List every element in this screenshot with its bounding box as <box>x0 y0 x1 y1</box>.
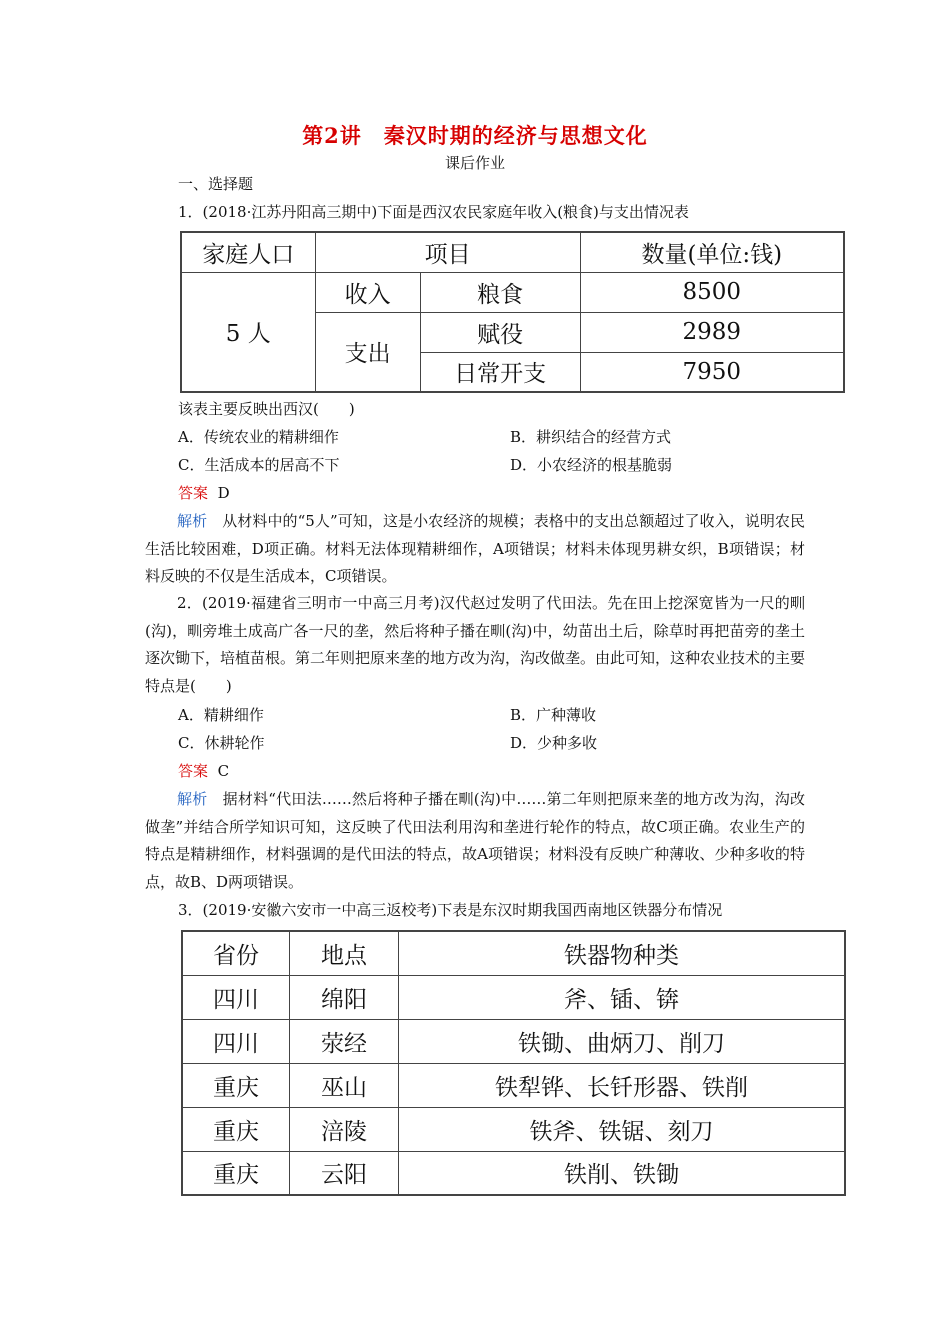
q3-cell-location: 绵阳 <box>290 975 399 1019</box>
table-row <box>182 975 845 1019</box>
table-row <box>182 1151 845 1195</box>
q1-header-item: 项目 <box>315 232 580 272</box>
q3-header-location: 地点 <box>290 931 399 975</box>
table-row <box>182 1019 845 1063</box>
q1-cell-expense1-item: 赋役 <box>420 312 580 352</box>
q3-cell-province: 四川 <box>182 1019 290 1063</box>
q1-cell-expense1-value: 2989 <box>580 312 844 352</box>
q1-answer <box>178 479 230 507</box>
q2-option-c: C．休耕轮作 <box>178 734 265 752</box>
q1-header-quantity: 数量(单位:钱) <box>580 232 844 272</box>
q2-answer <box>178 757 229 785</box>
q1-cell-expense2-item: 日常开支 <box>420 352 580 392</box>
q3-stem: 3．(2019·安徽六安市一中高三返校考)下表是东汉时期我国西南地区铁器分布情况 <box>178 901 723 919</box>
q2-stem: 2．(2019·福建省三明市一中高三月考)汉代赵过发明了代田法。先在田上挖深宽皆为一尺的甽(沟)，甽旁堆土成高广各一尺的垄，然后将种子播在甽(沟)中，幼苗出土后，除草时再把苗旁的垄土逐次锄下，培植苗根。第二年则把原来垄的地方改为沟，沟改做垄。由此可知，这种农业技术的主要特点是( ) <box>145 594 806 695</box>
q2-option-b: B．广种薄收 <box>510 706 597 724</box>
q1-answer-label: 答案 <box>178 484 209 502</box>
q1-answer-value: D <box>217 484 230 502</box>
q1-table <box>180 231 845 393</box>
q2-option-a: A．精耕细作 <box>178 706 264 724</box>
q2-answer-label: 答案 <box>178 762 209 780</box>
q2-option-d: D．少种多收 <box>510 734 598 752</box>
q3-cell-location: 云阳 <box>290 1151 399 1195</box>
q3-cell-tools: 斧、锸、锛 <box>399 975 846 1019</box>
q3-cell-province: 四川 <box>182 975 290 1019</box>
q1-option-a: A．传统农业的精耕细作 <box>178 428 339 446</box>
q1-cell-income-item: 粮食 <box>420 272 580 312</box>
q3-cell-province: 重庆 <box>182 1151 290 1195</box>
table-row <box>182 1107 845 1151</box>
q2-analysis <box>145 786 805 896</box>
q3-cell-tools: 铁削、铁锄 <box>399 1151 846 1195</box>
q1-cell-income: 收入 <box>315 272 420 312</box>
q3-cell-tools: 铁犁铧、长钎形器、铁削 <box>399 1063 846 1107</box>
q3-cell-tools: 铁斧、铁锯、刻刀 <box>399 1107 846 1151</box>
q2-answer-value: C <box>217 762 230 780</box>
q3-header-province: 省份 <box>182 931 290 975</box>
q1-option-d: D．小农经济的根基脆弱 <box>510 456 673 474</box>
q3-cell-province: 重庆 <box>182 1107 290 1151</box>
q1-question: 该表主要反映出西汉( ) <box>178 400 355 418</box>
section-heading: 一、选择题 <box>178 175 254 193</box>
q3-header-tools: 铁器物种类 <box>399 931 846 975</box>
q1-header-population: 家庭人口 <box>181 232 315 272</box>
q2-analysis-text: 据材料“代田法……然后将种子播在甽(沟)中……第二年则把原来垄的地方改为沟，沟改做垄”并结合所学知识可知，这反映了代田法利用沟和垄进行轮作的特点，故C项正确。农业生产的特点是精耕细作，材料强调的是代田法的特点，故A项错误；材料没有反映广种薄收、少种多收的特点，故B、D两项错误。 <box>145 790 805 891</box>
q1-cell-expense: 支出 <box>315 312 420 392</box>
q3-cell-location: 涪陵 <box>290 1107 399 1151</box>
q1-analysis-label: 解析 <box>177 512 208 530</box>
q1-analysis-text: 从材料中的“5人”可知，这是小农经济的规模；表格中的支出总额超过了收入，说明农民生活比较困难，D项正确。材料无法体现精耕细作，A项错误；材料未体现男耕女织，B项错误；材料反映的不仅是生活成本，C项错误。 <box>145 512 805 586</box>
table-row <box>182 1063 845 1107</box>
q3-cell-tools: 铁锄、曲炳刀、削刀 <box>399 1019 846 1063</box>
q1-cell-population: 5 人 <box>181 272 315 392</box>
q3-cell-location: 巫山 <box>290 1063 399 1107</box>
q3-cell-location: 荥经 <box>290 1019 399 1063</box>
page-title: 第2讲 秦汉时期的经济与思想文化 <box>302 123 648 148</box>
q1-stem: 1．(2018·江苏丹阳高三期中)下面是西汉农民家庭年收入(粮食)与支出情况表 <box>178 203 689 221</box>
q1-option-b: B．耕织结合的经营方式 <box>510 428 672 446</box>
q1-analysis <box>145 508 805 591</box>
q3-cell-province: 重庆 <box>182 1063 290 1107</box>
q1-cell-expense2-value: 7950 <box>580 352 844 392</box>
q1-cell-income-value: 8500 <box>580 272 844 312</box>
page-subtitle: 课后作业 <box>444 154 505 172</box>
q3-table <box>181 930 846 1196</box>
q2-analysis-label: 解析 <box>177 790 208 808</box>
q1-option-c: C．生活成本的居高不下 <box>178 456 340 474</box>
